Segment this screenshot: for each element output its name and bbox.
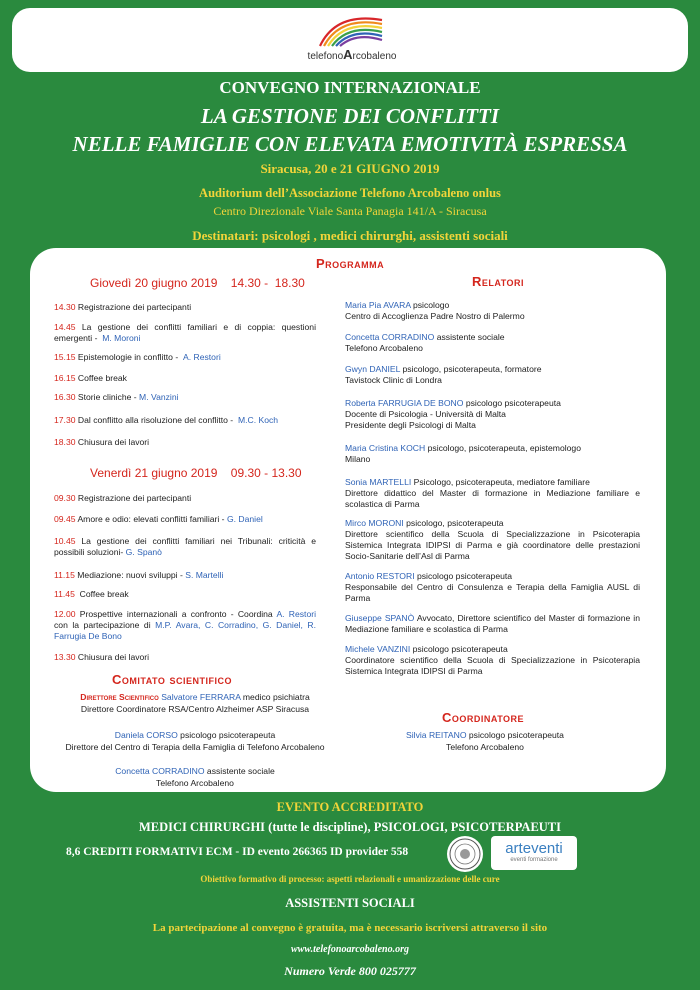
relatori-title: Relatori <box>472 274 525 289</box>
speaker-entry: Roberta FARRUGIA DE BONO psicologo psicoterapeuta Docente di Psicologia - Università di Malta Presidente degli Psicologi di Malta <box>345 398 561 430</box>
program-item: 14.30 Registrazione dei partecipanti <box>54 302 192 312</box>
program-item: 14.45 La gestione dei conflitti familiari e di coppia: questioni emergenti - M. Moroni <box>54 322 316 343</box>
logo-wordmark: telefonoArcobaleno <box>307 47 397 62</box>
comitato-title: Comitato scientifico <box>112 672 232 687</box>
toll-free-number: Numero Verde 800 025777 <box>284 964 416 978</box>
program-item: 11.15 Mediazione: nuovi sviluppi - S. Martelli <box>54 570 224 580</box>
speaker-entry: Antonio RESTORI psicologo psicoterapeuta Responsabile del Centro di Consulenza e Terapia della Famiglia AUSL di Parma <box>345 571 640 603</box>
speaker-entry: Maria Pia AVARA psicologo Centro di Accoglienza Padre Nostro di Palermo <box>345 300 525 321</box>
audience: Destinatari: psicologi , medici chirurghi, assistenti sociali <box>192 228 508 243</box>
program-item: 12.00 Prospettive internazionali a confronto - Coordina A. Restori con la partecipazione di M.P. Avara, C. Corradino, G. Daniel, R. Farrugia De Bono <box>54 609 316 641</box>
venue-address: Centro Direzionale Viale Santa Panagia 141/A - Siracusa <box>213 204 487 218</box>
event-title-line2: NELLE FAMIGLIE CON ELEVATA EMOTIVITÀ ESPRESSA <box>72 132 628 156</box>
program-item: 13.30 Chiusura dei lavori <box>54 652 150 662</box>
training-objective: Obiettivo formativo di processo: aspetti relazionali e umanizzazione delle cure <box>200 874 500 884</box>
program-item: 16.30 Storie cliniche - M. Vanzini <box>54 392 179 402</box>
event-date: Siracusa, 20 e 21 GIUGNO 2019 <box>260 161 440 176</box>
speaker-entry: Mirco MORONI psicologo, psicoterapeuta Direttore scientifico della Scuola di Specializzazione in Psicoterapia Sistemica Integrata IDIPSI di Parma e già coordinatore delle prestazioni Socio-Sanitarie dell’Asl di Parma <box>345 518 640 561</box>
rainbow-logo-icon <box>316 10 386 48</box>
event-type: CONVEGNO INTERNAZIONALE <box>219 78 481 97</box>
event-title-line1: LA GESTIONE DEI CONFLITTI <box>200 104 500 128</box>
day1-heading: Giovedì 20 giugno 2019 14.30 - 18.30 <box>90 276 305 290</box>
social-workers-label: ASSISTENTI SOCIALI <box>285 896 415 910</box>
coordinatore-title: Coordinatore <box>442 710 525 725</box>
program-item: 17.30 Dal conflitto alla risoluzione del conflitto - M.C. Koch <box>54 415 279 425</box>
program-item: 09.30 Registrazione dei partecipanti <box>54 493 192 503</box>
comitato-member: Concetta CORRADINO assistente sociale Telefono Arcobaleno <box>115 766 275 788</box>
website-link[interactable]: www.telefonoarcobaleno.org <box>291 944 409 955</box>
program-item: 15.15 Epistemologie in conflitto - A. Restori <box>54 352 221 362</box>
speaker-entry: Maria Cristina KOCH psicologo, psicoterapeuta, epistemologo Milano <box>345 443 581 464</box>
participation-note: La partecipazione al convegno è gratuita, ma è necessario iscriversi attraverso il sito <box>152 922 548 934</box>
comitato-direttore: Direttore Scientifico Salvatore FERRARA medico psichiatra Direttore Coordinatore RSA/Centro Alzheimer ASP Siracusa <box>80 692 310 714</box>
ecm-credits: 8,6 CREDITI FORMATIVI ECM - ID evento 266365 ID provider 558 <box>66 846 409 858</box>
comitato-member: Daniela CORSO psicologo psicoterapeuta Direttore del Centro di Terapia della Famiglia di Telefono Arcobaleno <box>65 730 325 752</box>
speaker-entry: Michele VANZINI psicologo psicoterapeuta Coordinatore scientifico della Scuola di Specializzazione in Psicoterapia Sistemica Integrata IDIPSI di Parma <box>345 644 640 676</box>
accredited-professions: MEDICI CHIRURGHI (tutte le discipline), PSICOLOGI, PSICOTERPAEUTI <box>138 820 562 834</box>
speaker-entry: Concetta CORRADINO assistente sociale Telefono Arcobaleno <box>345 332 505 353</box>
program-item: 16.15 Coffee break <box>54 373 127 383</box>
venue-name: Auditorium dell’Associazione Telefono Arcobaleno onlus <box>199 186 501 200</box>
coordinatore-entry: Silvia REITANO psicologo psicoterapeuta Telefono Arcobaleno <box>406 730 564 752</box>
accredited-label: EVENTO ACCREDITATO <box>276 800 424 814</box>
seal-logo-icon <box>447 836 483 872</box>
program-item: 18.30 Chiusura dei lavori <box>54 437 150 447</box>
speaker-entry: Sonia MARTELLI Psicologo, psicoterapeuta, mediatore familiare Direttore didattico del Master di formazione in Mediazione familiare e scolastica di Parma <box>345 477 640 509</box>
speaker-entry: Gwyn DANIEL psicologo, psicoterapeuta, formatore Tavistock Clinic di Londra <box>345 364 542 385</box>
program-item: 11.45 Coffee break <box>54 589 129 599</box>
speaker-entry: Giuseppe SPANÒ Avvocato, Direttore scientifico del Master di formazione in Mediazione familiare e scolastica di Parma <box>345 613 640 634</box>
program-item: 10.45 La gestione dei conflitti familiari nei Tribunali: criticità e possibili soluzioni- G. Spanò <box>54 536 317 557</box>
program-item: 09.45 Amore e odio: elevati conflitti familiari - G. Daniel <box>54 514 263 524</box>
programma-title: Programma <box>316 256 385 271</box>
arteventi-logo: arteventi eventi formazione <box>491 836 577 870</box>
day2-heading: Venerdì 21 giugno 2019 09.30 - 13.30 <box>90 466 302 480</box>
